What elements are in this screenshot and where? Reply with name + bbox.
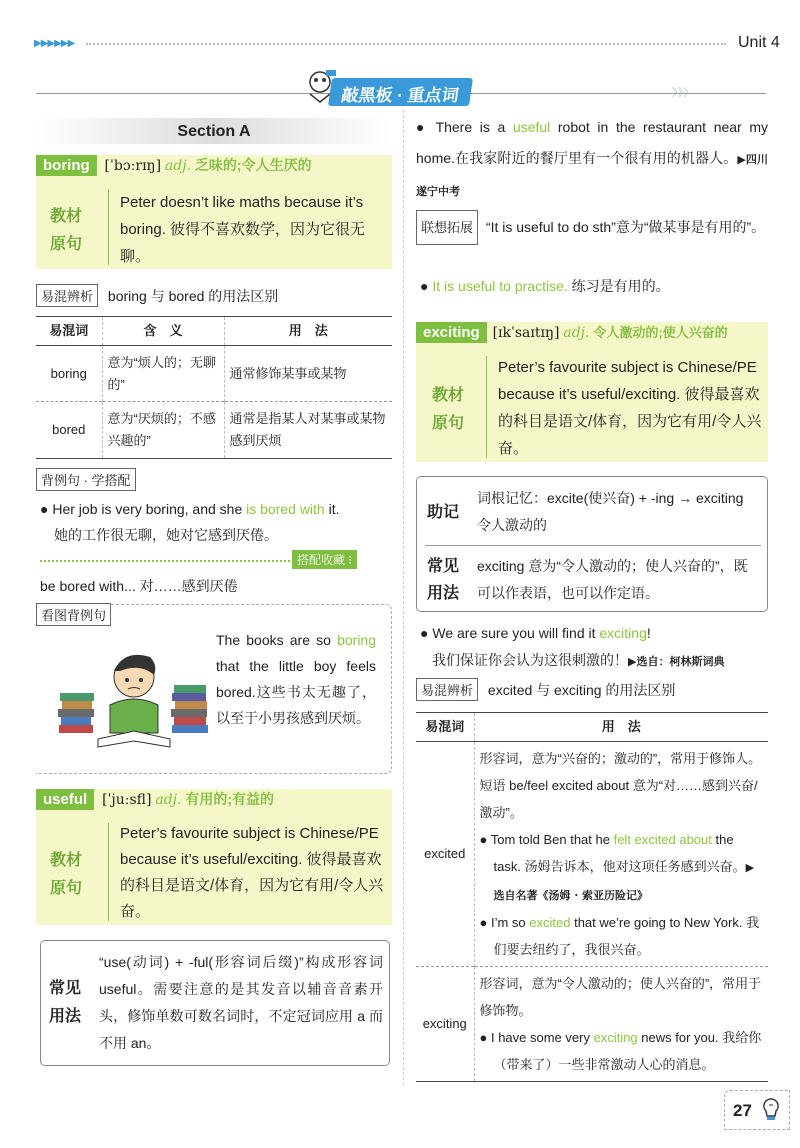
bullet-icon: ● — [479, 1030, 491, 1045]
exciting-ex-highlight: exciting — [599, 625, 647, 641]
row-word: excited — [416, 742, 474, 967]
ex-highlight: exciting — [593, 1030, 638, 1045]
memory-common-box — [416, 476, 768, 612]
exciting-meaning: 令人激动的;使人兴奋的 — [593, 325, 728, 340]
usage-text: “use(动词) + -ful(形容词后缀)”构成形容词 useful。需要注意的是其发音以辅音音素开头，修饰单数可数名词时，不定冠词应用 a 而不用 an。 — [99, 954, 383, 1051]
example-tag: 背例句 · 学搭配 — [36, 468, 136, 491]
memory-divider — [425, 545, 761, 546]
row-usage: 通常修饰某事或某物 — [224, 346, 392, 402]
memory-label: 助记 — [427, 504, 460, 521]
exciting-source-label — [432, 382, 464, 438]
table-row — [36, 402, 392, 458]
section-bar — [36, 118, 392, 144]
confusion-table — [36, 316, 392, 459]
boy-books-illustration — [54, 635, 214, 755]
ex-post: news for you. — [637, 1030, 719, 1045]
col-header-usage: 用 法 — [224, 317, 392, 346]
example-tag-wrap — [36, 468, 136, 491]
ex1-source: ▶选自名著《汤姆 · 索亚历险记》 — [493, 861, 755, 902]
confusion-tag: 易混辨析 — [36, 284, 98, 307]
exciting-ex-post: ! — [646, 625, 651, 641]
page-number-box — [724, 1090, 790, 1130]
bullet-icon: ● — [420, 278, 433, 294]
excited-ex1 — [480, 826, 764, 909]
common-text: exciting 意为“令人激动的；使人兴奋的”，既可以作表语，也可以作定语。 — [477, 558, 748, 601]
extend-block — [416, 210, 768, 245]
col-header-word: 易混词 — [416, 713, 474, 742]
exciting-ex — [480, 1024, 764, 1078]
bullet-icon: ● — [40, 501, 53, 517]
confusion2-header — [416, 678, 768, 701]
label-line-2: 用法 — [427, 585, 460, 602]
useful-word: useful — [36, 789, 94, 810]
collocation: be bored with... 对……感到厌倦 — [40, 578, 238, 594]
row-word: bored — [36, 402, 102, 458]
useful-example — [416, 112, 768, 207]
table-row — [36, 346, 392, 402]
collect-tag-text: 搭配收藏 — [297, 553, 346, 567]
col-header-usage: 用 法 — [474, 713, 768, 742]
ex-pre: I have some very — [490, 1030, 594, 1045]
ex1-zh: 汤姆告诉本，他对这项任务感到兴奋。 — [524, 859, 746, 874]
example-en-highlight: is bored with — [246, 501, 325, 517]
useful-ex-source: ▶四川遂宁中考 — [416, 153, 768, 198]
example-en-post: it. — [324, 501, 340, 517]
useful-header — [36, 789, 274, 817]
usage-label — [49, 975, 81, 1031]
useful-pos: adj. — [155, 792, 182, 808]
picture-text — [216, 627, 376, 731]
table-row — [416, 967, 768, 1082]
col-header-meaning: 含 义 — [102, 317, 224, 346]
boring-word: boring — [36, 155, 97, 176]
picture-tag: 看图背例句 — [36, 603, 111, 626]
bullet-icon: ● — [416, 119, 436, 135]
confusion-header — [36, 284, 392, 307]
label-line-1: 常见 — [49, 980, 82, 997]
label-line-1: 常见 — [427, 558, 460, 575]
useful-sentence: Peter’s favourite subject is Chinese/PE because it’s useful/exciting. 彼得最喜欢的科目是语文/体育，因为它有用/令人兴奋。 — [120, 825, 384, 920]
ex2-pre: I’m so — [490, 915, 530, 930]
bullet-icon: ● — [420, 625, 433, 641]
boring-meaning: 乏味的;令人生厌的 — [194, 157, 312, 173]
ex1-highlight: felt excited about — [613, 832, 712, 847]
excited-ex2 — [480, 909, 764, 963]
boring-pos: adj. — [164, 158, 192, 174]
example-sentence — [40, 496, 390, 548]
extend-example — [420, 276, 770, 296]
useful-ex-zh: 在我家附近的餐厅里有一个很有用的机器人。 — [454, 150, 738, 166]
bullet-icon: ● — [479, 832, 491, 847]
useful-ex-post: robot in the restaurant near my home. — [416, 119, 768, 166]
useful-phonetic: [ˈjuːsfl] — [102, 792, 152, 808]
header-arrows: ▶▶▶▶▶▶ — [34, 38, 75, 49]
table-row — [416, 742, 768, 967]
useful-ex-highlight: useful — [512, 119, 551, 135]
boring-source-label — [50, 203, 82, 259]
picture-en-pre: The books are so — [216, 632, 338, 648]
picture-en-highlight: boring — [337, 632, 376, 648]
example-en-pre: Her job is very boring, and she — [52, 501, 247, 517]
exciting-sentence: Peter’s favourite subject is Chinese/PE because it’s useful/exciting. 彼得最喜欢的科目是语文/体育，因为它有用/令人兴奋。 — [498, 359, 762, 457]
row-word: boring — [36, 346, 102, 402]
boring-sentence: Peter doesn’t like maths because it’s boring. 彼得不喜欢数学，因为它很无聊。 — [120, 194, 366, 265]
exciting-example — [420, 620, 770, 675]
banner — [328, 78, 473, 106]
col-header-word: 易混词 — [36, 317, 102, 346]
exciting-pos: adj. — [563, 325, 590, 341]
label-line-1: 教材 — [432, 387, 465, 404]
picture-en-post: that the little boy feels bored. — [216, 658, 376, 700]
collect-icon: ⁝ — [345, 553, 353, 567]
exciting-header — [416, 322, 728, 350]
exciting-phonetic: [ɪkˈsaɪtɪŋ] — [492, 325, 560, 341]
row-usage: 通常是指某人对某事或某物感到厌烦 — [224, 402, 392, 458]
example-zh: 她的工作很无聊，她对它感到厌倦。 — [54, 527, 278, 543]
collect-dotted-line — [40, 560, 290, 562]
exciting-divider — [486, 356, 487, 458]
row-meaning: 意为“烦人的；无聊的” — [102, 346, 224, 402]
ex2-post: that we’re going to New York. — [570, 915, 743, 930]
header-dotted-line — [86, 43, 726, 45]
exciting-ex-source: ▶选自：柯林斯词典 — [628, 655, 725, 668]
ex1-pre: Tom told Ben that he — [490, 832, 614, 847]
bullet-icon: ● — [479, 915, 491, 930]
extend-text: “It is useful to do sth”意为“做某事是有用的”。 — [485, 219, 766, 235]
label-line-1: 教材 — [50, 852, 83, 869]
picture-zh: 这些书太无趣了，以至于小男孩感到厌烦。 — [216, 684, 376, 726]
picture-box — [36, 604, 392, 774]
page-number: 27 — [733, 1101, 752, 1120]
label-line-2: 用法 — [49, 1008, 82, 1025]
useful-divider — [108, 823, 109, 921]
exciting-word: exciting — [416, 322, 487, 343]
useful-source-label — [50, 847, 82, 903]
label-line-2: 原句 — [432, 415, 465, 432]
confusion-title: boring 与 bored 的用法区别 — [107, 288, 279, 304]
label-line-2: 原句 — [50, 236, 83, 253]
row-word: exciting — [416, 967, 474, 1082]
excited-def: 形容词，意为“兴奋的；激动的”，常用于修饰人。短语 be/feel excited about 意为“对……感到兴奋/激动”。 — [479, 751, 762, 820]
exciting-ex-zh: 我们保证你会认为这很刺激的！ — [432, 652, 628, 668]
confusion2-title: excited 与 exciting 的用法区别 — [487, 682, 676, 698]
banner-title: 敲黑板 · 重点词 — [340, 86, 460, 105]
exciting-card — [416, 322, 768, 462]
unit-label: Unit 4 — [738, 34, 780, 51]
label-line-2: 原句 — [50, 880, 83, 897]
useful-ex-pre: There is a — [435, 119, 513, 135]
ex2-highlight: excited — [529, 915, 571, 930]
extend-ex-zh: 练习是有用的。 — [571, 278, 670, 294]
ex2-zh: 我们要去纽约了，我很兴奋。 — [493, 915, 760, 957]
usage-box — [40, 940, 390, 1066]
common-label — [427, 553, 459, 607]
column-divider — [403, 110, 404, 1085]
label-line-1: 教材 — [50, 208, 83, 225]
lightbulb-icon — [761, 1097, 781, 1126]
row-usage — [474, 742, 768, 967]
section-title: Section A — [177, 123, 251, 140]
boring-divider — [108, 189, 109, 265]
confusion2-tag: 易混辨析 — [416, 678, 478, 701]
boring-header — [36, 155, 312, 183]
boring-phonetic: [ˈbɔːrɪŋ] — [104, 158, 162, 174]
row-meaning: 意为“厌烦的；不感兴趣的” — [102, 402, 224, 458]
banner-arrows: 》》》 — [672, 87, 694, 99]
useful-card — [36, 789, 392, 925]
boring-card — [36, 155, 392, 269]
ex1-post: the task. — [493, 832, 734, 874]
confusion2-table — [416, 712, 768, 1082]
exciting-ex-pre: We are sure you will find it — [432, 625, 600, 641]
collect-tag — [292, 550, 357, 569]
memory-text: 词根记忆：excite(使兴奋) + -ing → exciting 令人激动的 — [477, 490, 744, 533]
exciting-def: 形容词，意为“令人激动的；使人兴奋的”，常用于修饰物。 — [479, 976, 762, 1018]
ex-zh: 我给你（带来了）一些非常激动人心的消息。 — [493, 1030, 762, 1072]
row-usage — [474, 967, 768, 1082]
useful-meaning: 有用的;有益的 — [185, 791, 275, 807]
extend-ex-highlight: It is useful to practise. — [432, 278, 568, 294]
extend-tag: 联想拓展 — [416, 210, 478, 245]
